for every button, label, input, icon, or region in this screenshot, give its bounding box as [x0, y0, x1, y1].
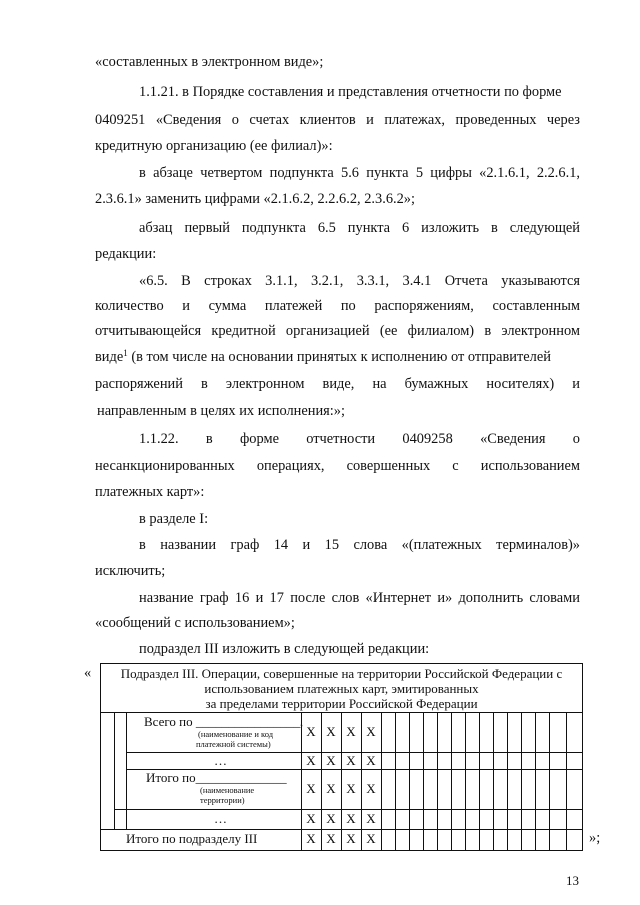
- text-line: несанкционированных операциях, совершенных с использованием: [95, 458, 580, 474]
- subsection-table: [100, 663, 583, 851]
- row-note: территории): [200, 795, 245, 805]
- close-quote: »;: [589, 830, 601, 846]
- row-note: (наименование и код: [198, 729, 274, 739]
- text-fragment: (в том числе на основании принятых к исполнению от отправителей: [127, 349, 551, 365]
- x-mark: X: [366, 753, 376, 768]
- text-line: 0409251 «Сведения о счетах клиентов и платежах, проведенных через: [95, 112, 580, 128]
- text-line: кредитную организацию (ее филиал)»:: [95, 138, 333, 154]
- x-mark: X: [346, 753, 356, 768]
- grid-line: [437, 712, 438, 851]
- grid-line: [493, 712, 494, 851]
- text-line: исключить;: [95, 563, 166, 579]
- grid-line: [409, 712, 410, 851]
- x-mark: X: [326, 831, 336, 846]
- grid-line: [507, 712, 508, 851]
- x-mark: X: [326, 724, 336, 739]
- grid-line: [451, 712, 452, 851]
- row-label: Итого по подразделу III: [126, 831, 258, 846]
- row-label: Итого по______________: [146, 770, 287, 785]
- grid-line: [126, 712, 127, 829]
- grid-line: [114, 712, 115, 829]
- header-line: за пределами территории Российской Федерации: [205, 696, 478, 711]
- header-line: использованием платежных карт, эмитированных: [204, 681, 479, 696]
- grid-line: [549, 712, 550, 851]
- text-line: в разделе I:: [139, 511, 209, 527]
- x-mark: X: [326, 811, 336, 826]
- x-mark: X: [346, 811, 356, 826]
- row-label: …: [214, 753, 227, 768]
- text-line: отчитывающейся кредитной организацией (ее филиалом) в электронном: [95, 323, 580, 339]
- x-mark: X: [326, 781, 336, 796]
- text-line: название граф 16 и 17 после слов «Интернет и» дополнить словами: [139, 590, 580, 606]
- grid-line: [465, 712, 466, 851]
- x-mark: X: [306, 724, 316, 739]
- text-line: редакции:: [95, 246, 157, 262]
- grid-line: [566, 712, 567, 851]
- row-note: платежной системы): [196, 739, 271, 749]
- grid-line: [395, 712, 396, 851]
- text-line: распоряжений в электронном виде, на бумажных носителях) и: [95, 376, 580, 392]
- row-note: (наименование: [200, 785, 255, 795]
- page-number: 13: [566, 873, 579, 888]
- x-mark: X: [306, 831, 316, 846]
- text-line: направленным в целях их исполнения:»;: [97, 403, 345, 419]
- grid-line: [114, 809, 583, 810]
- x-mark: X: [366, 781, 376, 796]
- x-mark: X: [346, 831, 356, 846]
- grid-line: [535, 712, 536, 851]
- x-mark: X: [346, 781, 356, 796]
- row-label: …: [214, 811, 227, 826]
- x-mark: X: [366, 724, 376, 739]
- header-line: Подраздел III. Операции, совершенные на территории Российской Федерации с: [120, 666, 563, 681]
- x-mark: X: [366, 811, 376, 826]
- x-mark: X: [366, 831, 376, 846]
- text-fragment: виде: [95, 349, 124, 365]
- text-line: «сообщений с использованием»;: [95, 615, 295, 631]
- text-line: «составленных в электронном виде»;: [95, 54, 324, 70]
- text-line: 2.3.6.1» заменить цифрами «2.1.6.2, 2.2.6.2, 2.3.6.2»;: [95, 191, 416, 207]
- text-line: 1.1.21. в Порядке составления и представления отчетности по форме: [139, 84, 562, 100]
- row-label: Всего по ________________,: [144, 714, 304, 729]
- text-line: в абзаце четвертом подпункта 5.6 пункта 5 цифры «2.1.6.1, 2.2.6.1,: [139, 165, 580, 181]
- open-quote: «: [84, 665, 92, 681]
- x-mark: X: [306, 753, 316, 768]
- text-line: «6.5. В строках 3.1.1, 3.2.1, 3.3.1, 3.4.1 Отчета указываются: [139, 273, 580, 289]
- text-line: абзац первый подпункта 6.5 пункта 6 изложить в следующей: [139, 220, 580, 236]
- x-mark: X: [346, 724, 356, 739]
- text-line: подраздел III изложить в следующей редакции:: [139, 641, 430, 657]
- text-line: в названии граф 14 и 15 слова «(платежных терминалов)»: [139, 537, 580, 553]
- grid-line: [381, 712, 382, 851]
- text-line: 1.1.22. в форме отчетности 0409258 «Сведения о: [139, 431, 580, 447]
- x-mark: X: [306, 811, 316, 826]
- grid-line: [582, 712, 583, 851]
- table-header: [100, 663, 583, 713]
- x-mark: X: [326, 753, 336, 768]
- grid-line: [423, 712, 424, 851]
- text-line: количество и сумма платежей по распоряжениям, составленным: [95, 298, 580, 314]
- grid-line: [479, 712, 480, 851]
- grid-line: [521, 712, 522, 851]
- text-line: платежных карт»:: [95, 484, 205, 500]
- footnote-mark: 1: [123, 348, 128, 358]
- grid-line: [100, 712, 101, 851]
- x-mark: X: [306, 781, 316, 796]
- text-line: [95, 348, 551, 366]
